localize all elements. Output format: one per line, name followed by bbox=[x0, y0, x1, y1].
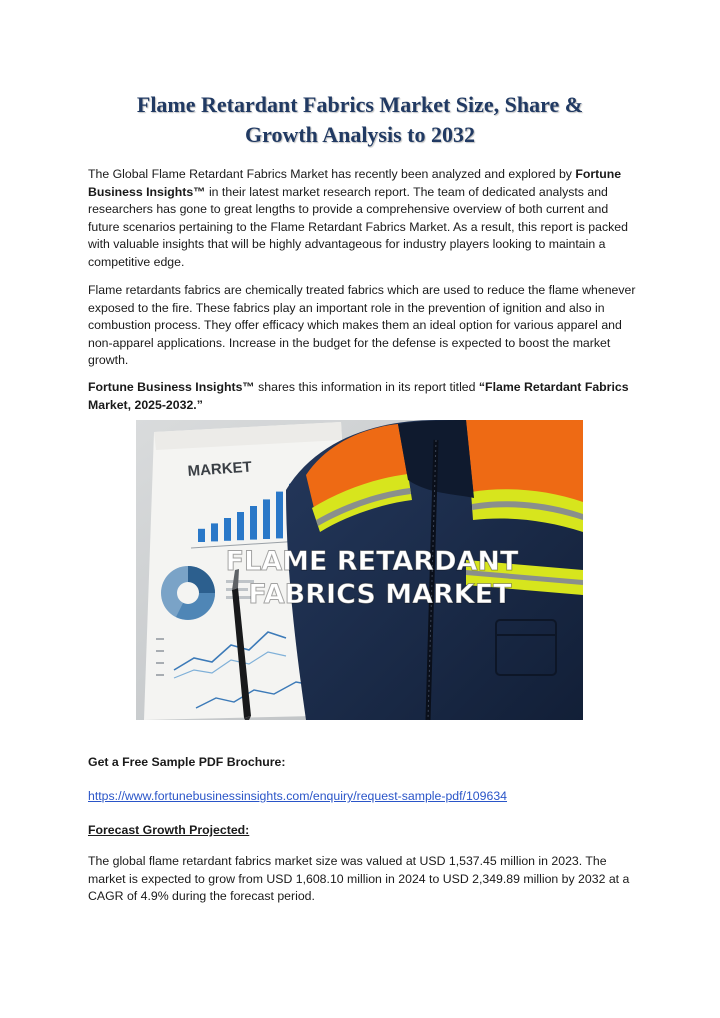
paper-bar bbox=[224, 518, 231, 541]
paper-bar bbox=[211, 523, 218, 541]
title-line-1: Flame Retardant Fabrics Market Size, Share & bbox=[136, 92, 584, 117]
sample-pdf-link[interactable]: https://www.fortunebusinessinsights.com/enquiry/request-sample-pdf/109634 bbox=[88, 789, 508, 803]
hero-image bbox=[136, 420, 583, 720]
report-brand: Fortune Business Insights™ bbox=[88, 380, 255, 394]
hero-illustration bbox=[136, 420, 583, 720]
paper-pie-chart bbox=[161, 566, 215, 620]
report-title: “Flame Retardant Fabrics Market, 2025-2032.” bbox=[88, 380, 629, 412]
paper-bar bbox=[237, 512, 244, 540]
intro-text-after: in their latest market research report. The team of dedicated analysts and researchers has gone to great lengths to provide a comprehensive overview of both current and future scenarios pertaining to the Flame Retardant Fabrics Market. As a result, this report is packed with valuable insights that will be highly advantageous for industry players looking to maintain a competitive edge. bbox=[88, 184, 628, 269]
page-title bbox=[60, 90, 660, 150]
forecast-heading: Forecast Growth Projected: bbox=[88, 823, 250, 837]
report-paragraph bbox=[88, 379, 636, 414]
sample-heading: Get a Free Sample PDF Brochure: bbox=[88, 755, 286, 769]
paper-bar bbox=[263, 499, 270, 539]
paper-bar bbox=[276, 492, 283, 539]
report-middle-text: shares this information in its report titled bbox=[254, 380, 479, 394]
overlay-line-2: FABRICS MARKET bbox=[248, 579, 512, 610]
title-line-2: Growth Analysis to 2032 bbox=[244, 122, 475, 147]
intro-brand: Fortune Business Insights™ bbox=[88, 167, 622, 199]
definition-paragraph: Flame retardants fabrics are chemically treated fabrics which are used to reduce the flame whenever exposed to the fire. These fabrics play an important role in the prevention of ignition and also in combustion process. They offer efficacy which makes them an ideal option for various apparel and non-apparel applications. Increase in the budget for the defense is expected to boost the market growth. bbox=[88, 283, 636, 367]
intro-text-before: The Global Flame Retardant Fabrics Market has recently been analyzed and explored by bbox=[88, 167, 576, 181]
paper-bar bbox=[250, 506, 257, 540]
paper-bar bbox=[198, 529, 205, 542]
paper-heading: MARKET bbox=[187, 458, 253, 480]
forecast-paragraph: The global flame retardant fabrics market size was valued at USD 1,537.45 million in 2023. The market is expected to grow from USD 1,608.10 million in 2024 to USD 2,349.89 million by 2032 at a CAGR of 4.9% during the forecast period. bbox=[88, 854, 630, 903]
intro-paragraph bbox=[88, 166, 636, 271]
overlay-line-1: FLAME RETARDANT bbox=[225, 546, 519, 577]
